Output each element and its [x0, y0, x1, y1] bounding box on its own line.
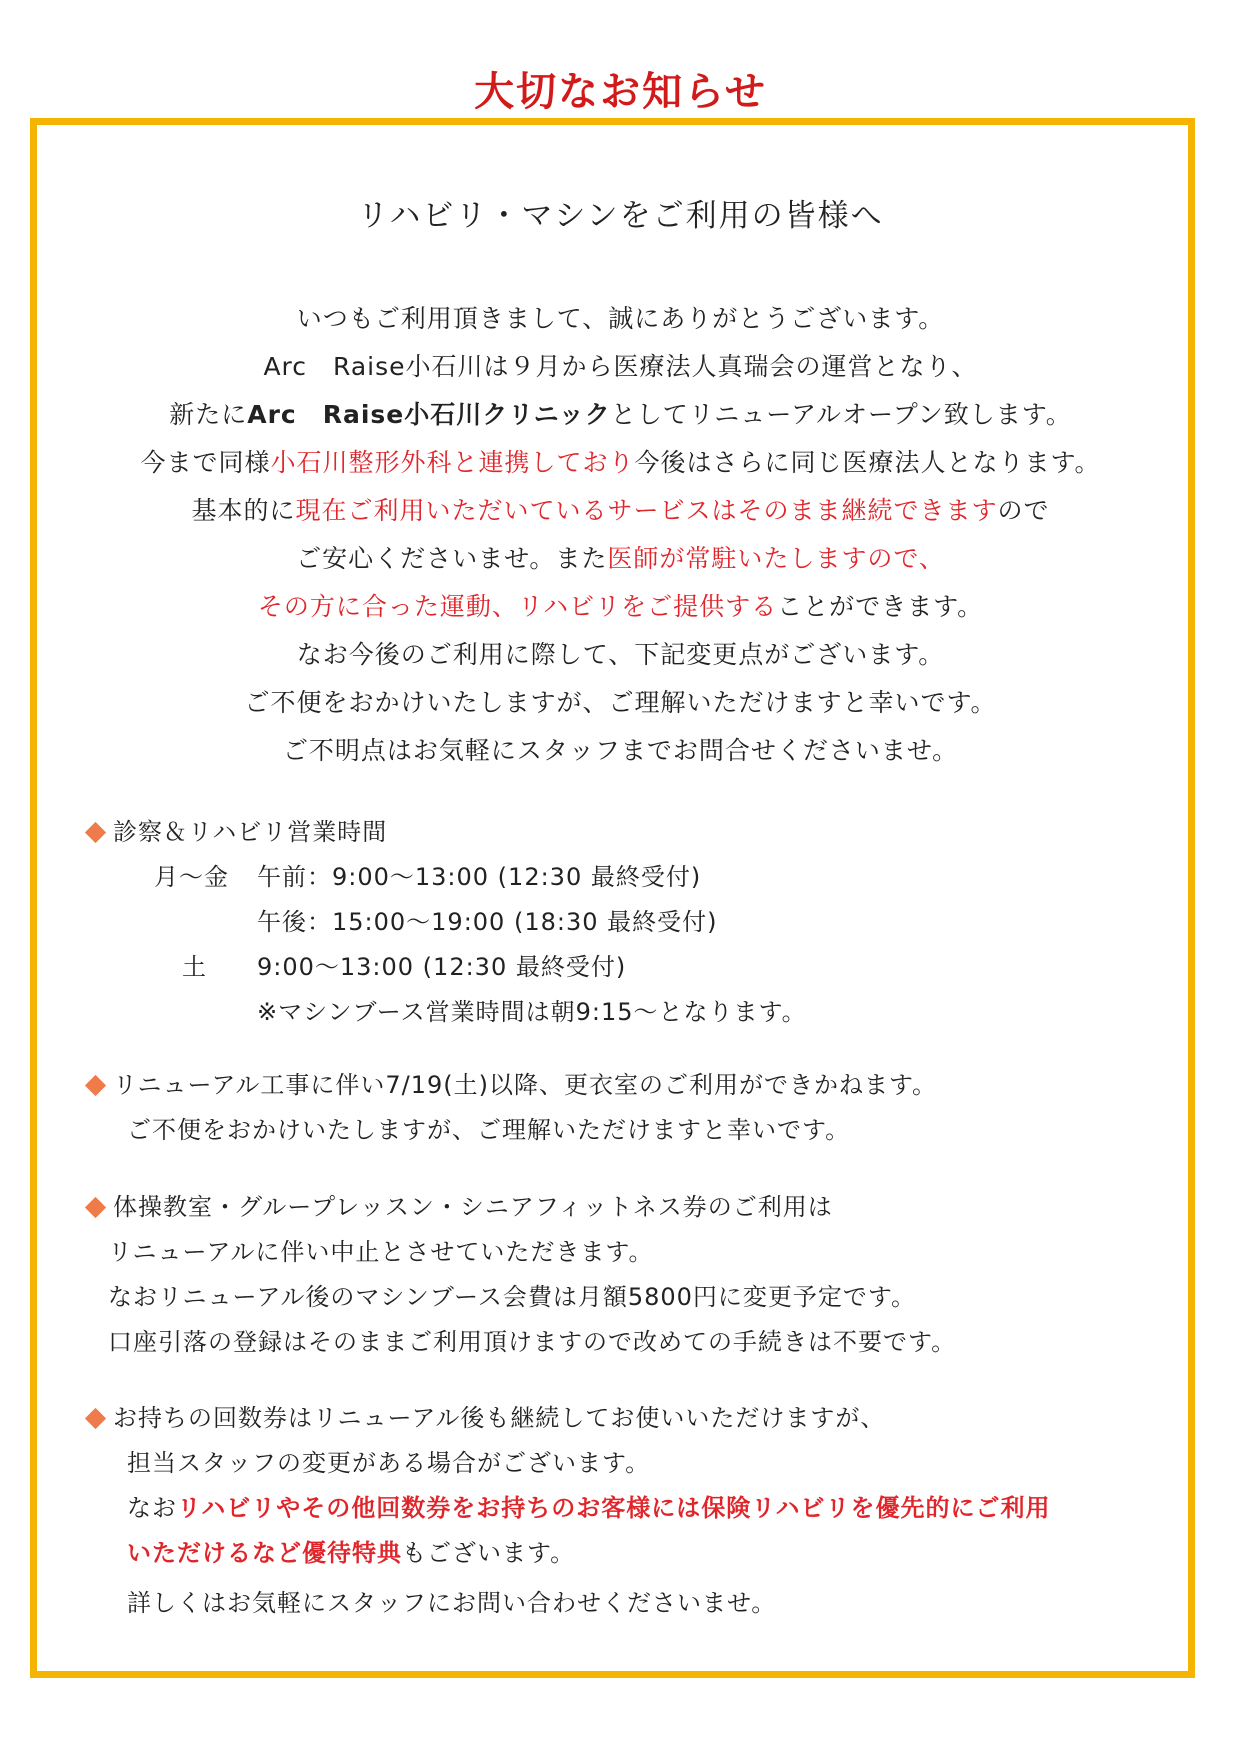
tickets-section: お持ちの回数券はリニューアル後も継続してお使いいただけますが、 担当スタッフの変更がある場合がございます。 なおリハビリやその他回数券をお持ちのお客様には保険リハビリを優先的にご利用 いただけるなど優待特典もございます。 詳しくはお気軽にスタッフにお問い合わせくださいませ。: [82, 1396, 1162, 1626]
intro-line: ご不明点はお気軽にスタッフまでお問合せくださいませ。: [282, 736, 959, 765]
intro-paragraph: [0, 295, 1241, 775]
intro-line: Arc Raise小石川は９月から医療法人真瑞会の運営となり、: [263, 352, 978, 381]
highlight-text: 医師が常駐いたしますので、: [607, 544, 945, 573]
intro-line: 今まで同様小石川整形外科と連携しており今後はさらに同じ医療法人となります。: [140, 448, 1101, 477]
clinic-name: Arc Raise小石川クリニック: [247, 400, 611, 429]
hours-section: [82, 810, 1162, 1035]
intro-line: ご不便をおかけいたしますが、ご理解いただけますと幸いです。: [244, 688, 997, 717]
saturday-hours: 9:00～13:00 (12:30 最終受付): [257, 953, 627, 981]
diamond-bullet-icon: [85, 821, 106, 842]
saturday-label: 土: [182, 953, 207, 981]
highlight-text: リハビリやその他回数券をお持ちのお客様には保険リハビリを優先的にご利用: [177, 1494, 1051, 1522]
hours-heading: 診察＆リハビリ営業時間: [113, 818, 388, 846]
machine-booth-note: ※マシンブース営業時間は朝9:15～となります。: [257, 998, 807, 1026]
highlight-text: いただけるなど優待特典: [127, 1539, 402, 1567]
renewal-section: リニューアル工事に伴い7/19(土)以降、更衣室のご利用ができかねます。 ご不便をおかけいたしますが、ご理解いただけますと幸いです。: [82, 1063, 1162, 1153]
intro-line: なお今後のご利用に際して、下記変更点がございます。: [296, 640, 945, 669]
page-title: 大切なお知らせ: [474, 69, 767, 115]
diamond-bullet-icon: [85, 1074, 106, 1095]
intro-line: いつもご利用頂きまして、誠にありがとうございます。: [296, 304, 945, 333]
weekday-pm-hours: 午後：15:00～19:00 (18:30 最終受付): [257, 908, 718, 936]
intro-line: その方に合った運動、リハビリをご提供することができます。: [257, 592, 984, 621]
notice-subtitle: リハビリ・マシンをご利用の皆様へ: [357, 198, 884, 234]
diamond-bullet-icon: [85, 1407, 106, 1428]
highlight-text: 現在ご利用いただいているサービスはそのまま継続できます: [295, 496, 998, 525]
diamond-bullet-icon: [85, 1196, 106, 1217]
weekday-am-hours: 午前：9:00～13:00 (12:30 最終受付): [257, 863, 702, 891]
intro-line: 新たにArc Raise小石川クリニックとしてリニューアルオープン致します。: [169, 400, 1072, 429]
highlight-text: 小石川整形外科と連携しており: [270, 448, 635, 477]
intro-line: ご安心くださいませ。また医師が常駐いたしますので、: [296, 544, 945, 573]
weekday-label: 月～金: [154, 863, 229, 891]
classes-section: 体操教室・グループレッスン・シニアフィットネス券のご利用は リニューアルに伴い中止とさせていただきます。 なおリニューアル後のマシンブース会費は月額5800円に変更予定です。 口座引落の登録はそのままご利用頂けますので改めての手続きは不要です。: [82, 1185, 1162, 1365]
intro-line: 基本的に現在ご利用いただいているサービスはそのまま継続できますので: [191, 496, 1050, 525]
highlight-text: その方に合った運動、リハビリをご提供する: [257, 592, 778, 621]
